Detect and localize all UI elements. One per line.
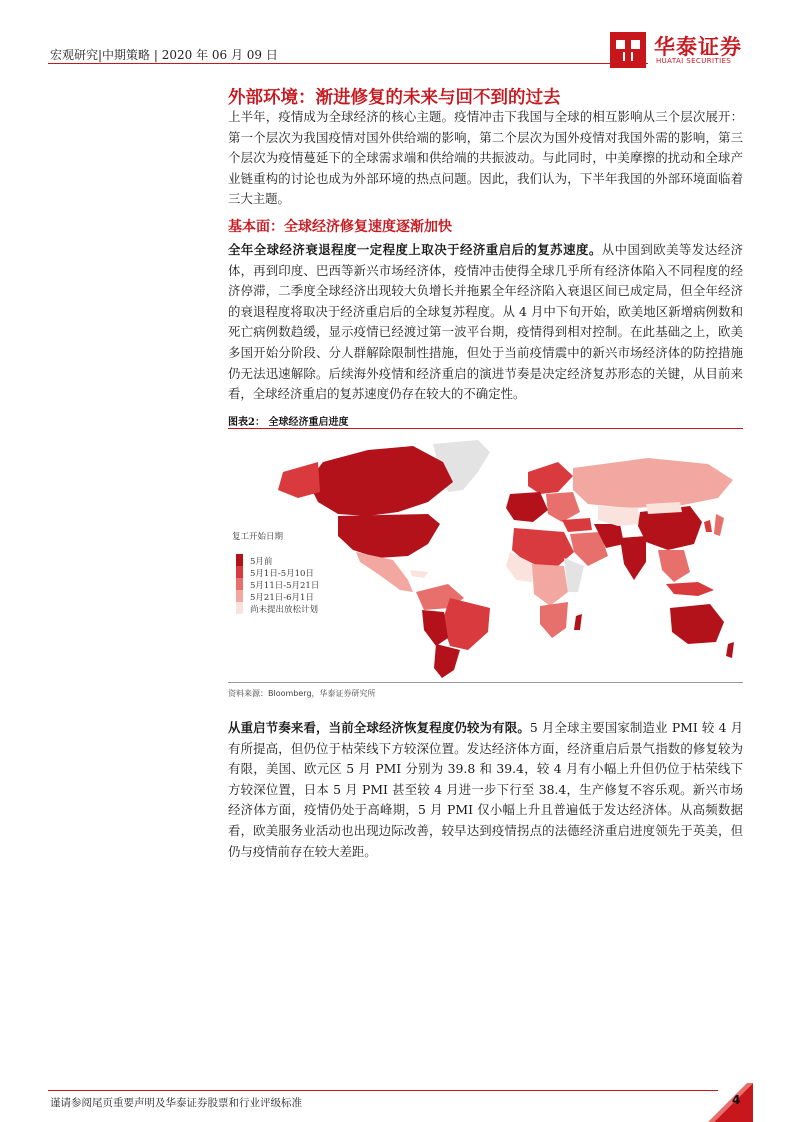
header-divider: [48, 63, 648, 64]
map-region-turkey: [562, 518, 592, 532]
paragraph-restart-pace: [228, 718, 743, 862]
map-region-caribbean: [410, 570, 428, 578]
map-region-southern-africa: [540, 602, 568, 638]
legend-swatch: [236, 578, 243, 590]
page-number: 4: [732, 1093, 741, 1107]
map-region-russia: [573, 458, 733, 508]
map-region-mongolia: [646, 502, 682, 514]
section-title-fundamentals: 基本面：全球经济修复速度逐渐加快: [228, 219, 452, 235]
legend-label: 5月11日-5月21日: [250, 581, 320, 591]
legend-label: 5月1日-5月10日: [250, 569, 314, 579]
map-region-brazil: [442, 598, 490, 650]
legend-swatch: [236, 566, 243, 578]
legend-swatch: [236, 590, 243, 602]
map-region-northern-europe: [528, 462, 573, 494]
paragraph-body: 5 月全球主要国家制造业 PMI 较 4 月有所提高，但仍位于枯荣线下方较深位置。发达经济体方面，经济重启后景气指数的修复较为有限，美国、欧元区 5 月 PMI 分别为 39.8 和 39.4，较 4 月有小幅上升但仍位于枯荣线下方较深位置，日本 5 月 PMI 甚至较 4 月进一步下行至 38.4，生产修复不容乐观。新兴市场经济体方面，疫情仍处于高峰期，5 月 PMI 仅小幅上升且普遍低于发达经济体。从高频数据看，欧美服务业活动也出现边际改善，较早达到疫情拐点的法德经济重启进度领先于英美，但仍与疫情前存在较大差距。: [228, 720, 743, 859]
figure-title: 图表2： 全球经济重启进度: [228, 417, 349, 428]
paragraph-lead: 从重启节奏来看，当前全球经济恢复程度仍较为有限。: [228, 720, 530, 735]
map-region-eastern-europe: [546, 492, 580, 522]
map-region-australia: [670, 604, 724, 644]
paragraph-body: 从中国到欧美等发达经济体，再到印度、巴西等新兴市场经济体，疫情冲击使得全球几乎所有经济体陷入不同程度的经济停滞，二季度全球经济出现较大负增长并拖累全年经济陷入衰退区间已成定局，但全年经济的衰退程度将取决于经济重启后的全球复苏程度。从 4 月中下旬开始，欧美地区新增病例数和死亡病例数趋缓，显示疫情已经渡过第一波平台期，疫情得到相对控制。在此基础之上，欧美多国开始分阶段、分人群解除限制性措施，但处于当前疫情震中的新兴市场经济体的防控措施仍无法迅速解除。后续海外疫情和经济重启的演进节奏是决定经济复苏形态的关键，从目前来看，全球经济重启的复苏速度仍存在较大的不确定性。: [228, 242, 743, 402]
header-breadcrumb: 宏观研究|中期策略 | 2020 年 06 月 09 日: [50, 48, 278, 62]
page-number-badge-icon: [708, 1083, 753, 1122]
figure-source: 资料来源：Bloomberg，华泰证券研究所: [228, 689, 376, 698]
logo-english: HUATAI SECURITIES: [656, 57, 732, 65]
map-region-peru: [422, 610, 448, 646]
map-region-argentina: [434, 644, 460, 678]
map-region-southeast-asia: [658, 550, 690, 582]
map-region-canada: [308, 446, 453, 516]
footer-disclaimer: 谨请参阅尾页重要声明及华泰证券股票和行业评级标准: [50, 1097, 302, 1109]
legend-label: 5月21日-6月1日: [250, 593, 314, 603]
legend-swatch: [236, 554, 243, 566]
map-region-india: [620, 536, 646, 580]
figure-top-rule: [228, 428, 743, 429]
section-title-external-environment: 外部环境：渐进修复的未来与回不到的过去: [228, 88, 561, 108]
map-region-new-zealand: [726, 642, 734, 658]
map-region-central-asia: [598, 506, 640, 526]
map-region-alaska: [278, 462, 320, 498]
legend-swatch: [236, 602, 243, 614]
map-region-indonesia: [666, 582, 714, 596]
map-region-usa: [338, 514, 440, 558]
figure-bottom-rule: [228, 682, 743, 683]
map-region-japan: [714, 514, 724, 536]
legend-title: 复工开始日期: [232, 532, 284, 542]
footer-divider: [48, 1090, 718, 1091]
world-map: [228, 432, 743, 680]
paragraph-lead: 全年全球经济衰退程度一定程度上取决于经济重启后的复苏速度。: [228, 242, 602, 257]
legend-label: 5月前: [250, 557, 273, 567]
map-region-central-africa: [532, 564, 568, 606]
map-region-mexico: [356, 552, 413, 592]
map-region-korea: [704, 520, 712, 532]
paragraph-external-environment: 上半年，疫情成为全球经济的核心主题。疫情冲击下我国与全球的相互影响从三个层次展开：第一个层次为我国疫情对国外供给端的影响，第二个层次为国外疫情对我国外需的影响，第三个层次为疫情蔓延下的全球需求端和供给端的共振波动。与此同时，中美摩擦的扰动和全球产业链重构的讨论也成为外部环境的热点问题。因此，我们认为，下半年我国的外部环境面临着三大主题。: [228, 109, 743, 207]
legend-label: 尚未提出放松计划: [250, 605, 319, 615]
logo-wordmark: 华泰证券: [654, 35, 742, 59]
map-region-madagascar: [574, 614, 582, 630]
map-region-western-europe: [506, 492, 548, 522]
paragraph-fundamentals: [228, 240, 743, 405]
